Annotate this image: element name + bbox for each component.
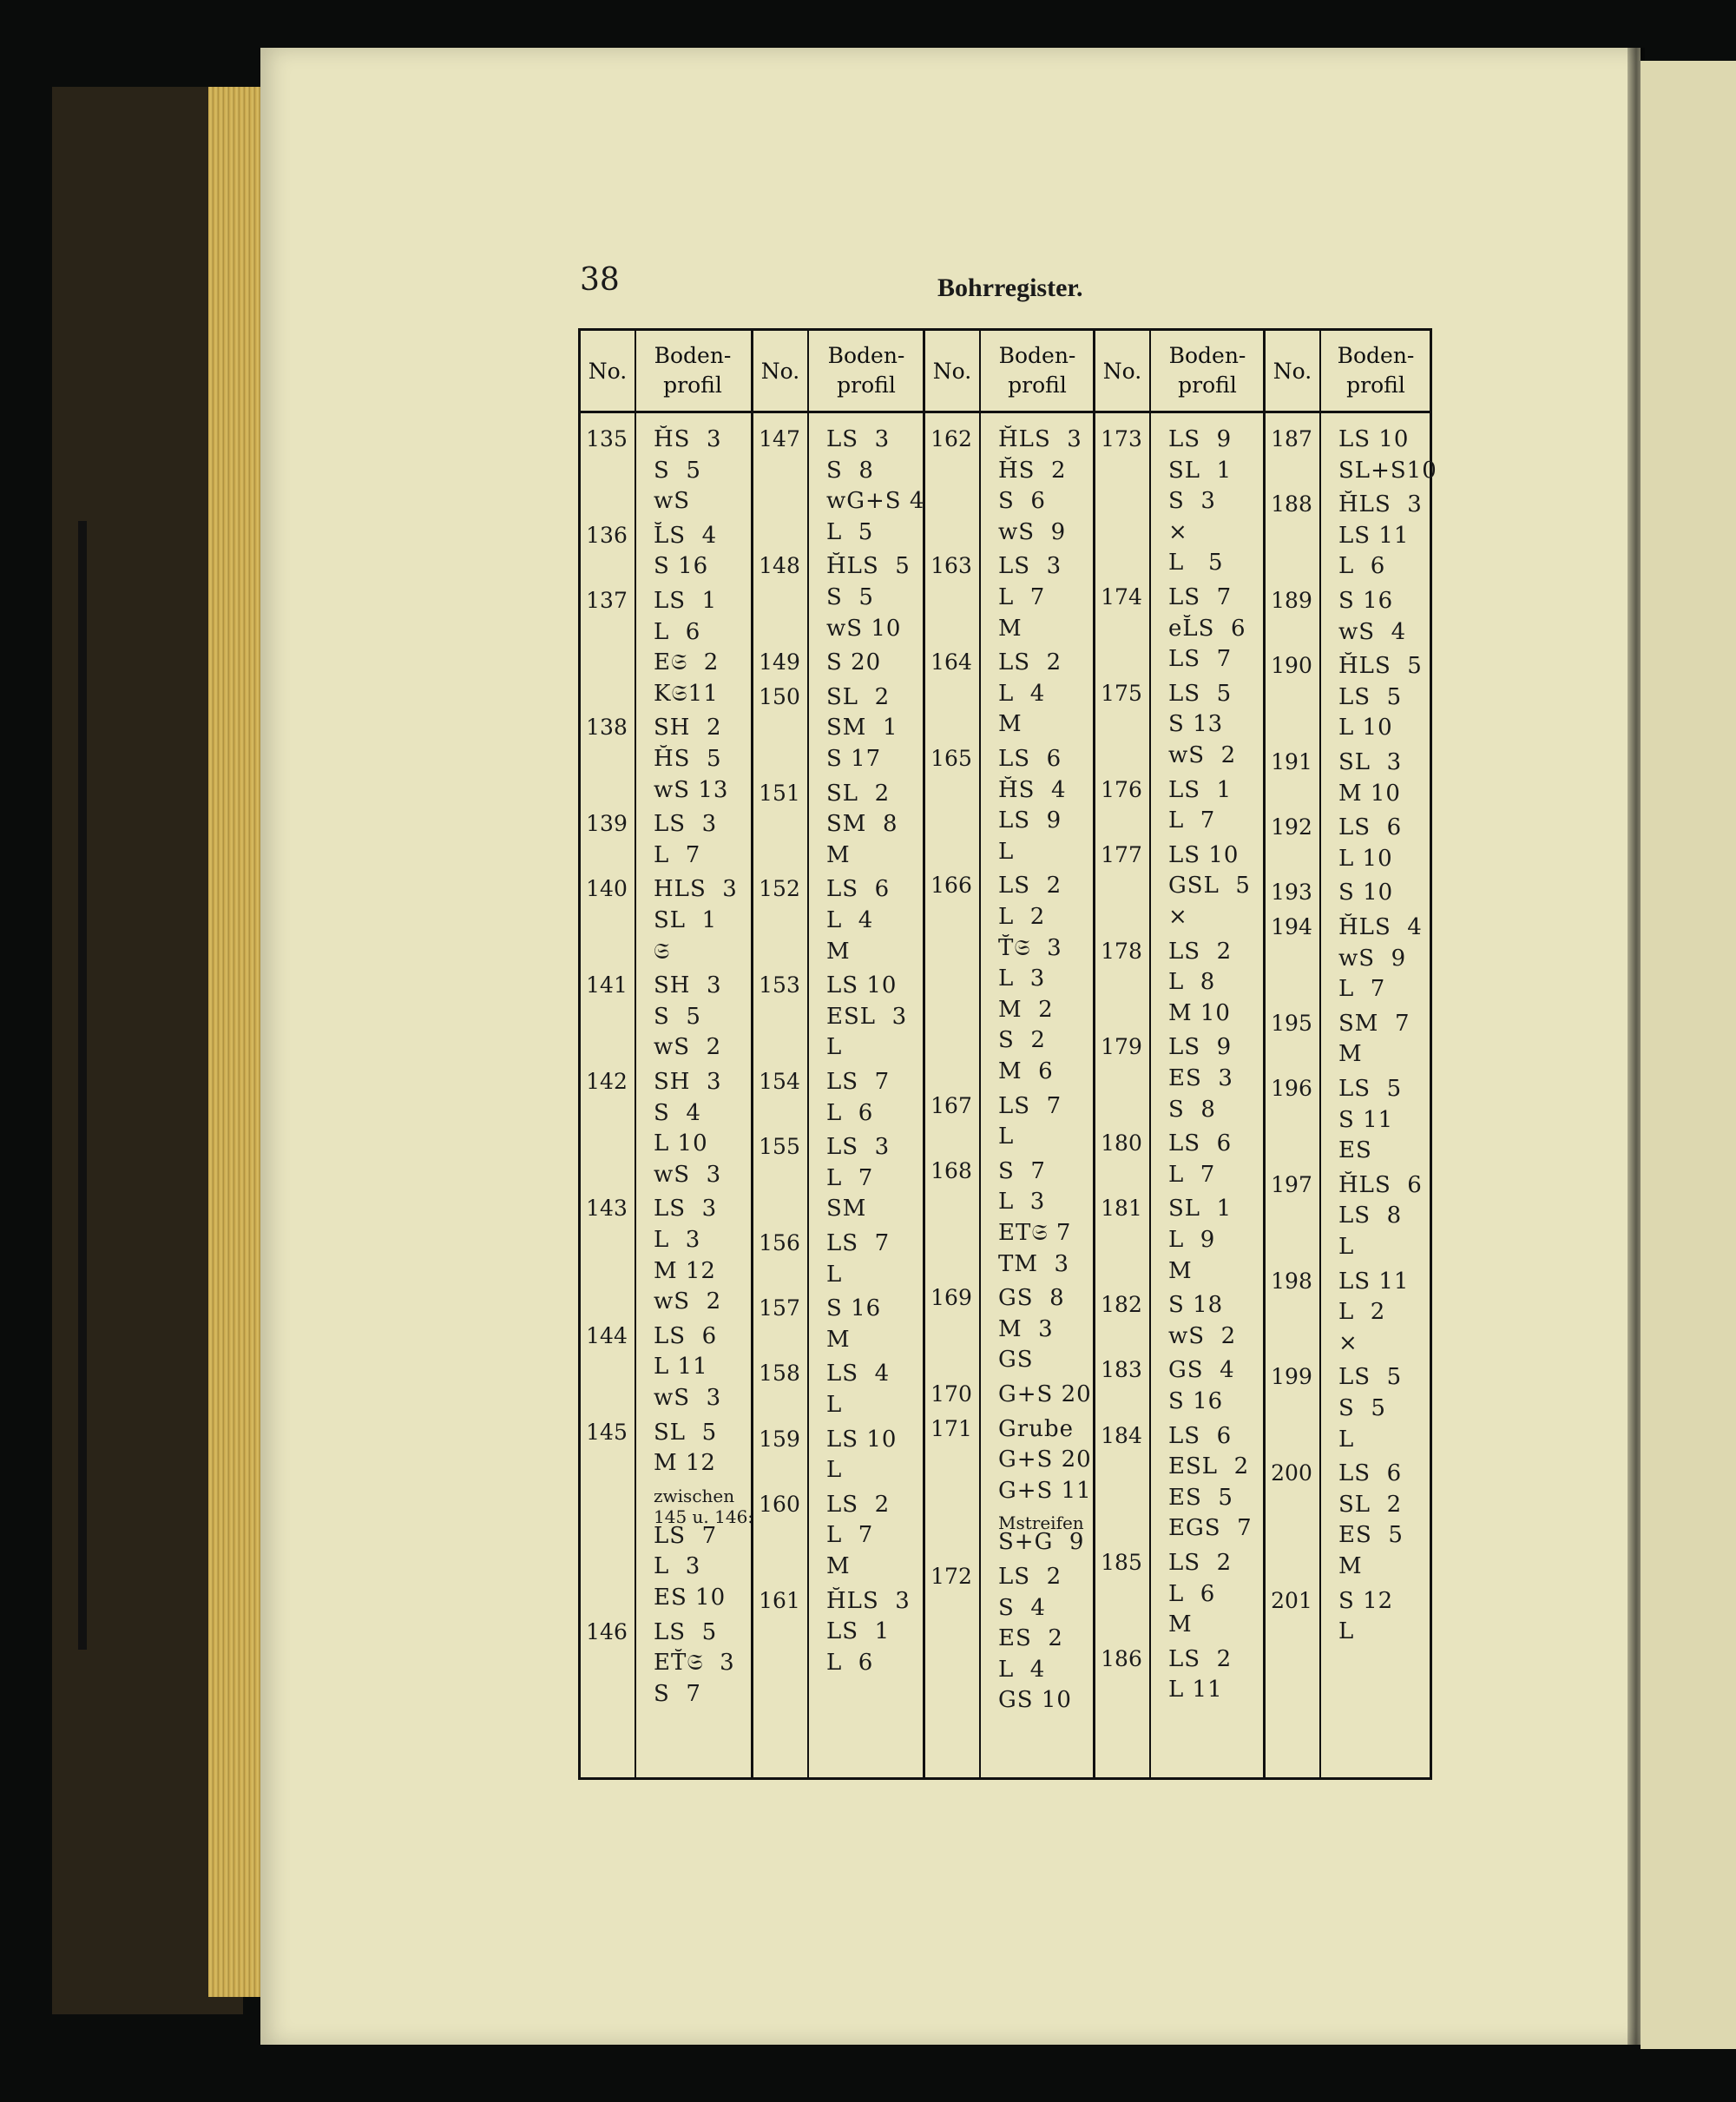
boring-number: 160 <box>759 1491 800 1517</box>
boring-number: 162 <box>930 426 972 451</box>
soil-profile-layer: ES <box>1338 1137 1372 1164</box>
boring-number: 198 <box>1271 1268 1312 1294</box>
soil-profile-layer: eL̆S 6 <box>1168 615 1246 642</box>
soil-profile-layer: wS 4 <box>1338 618 1407 645</box>
soil-profile-layer: TM 3 <box>998 1250 1070 1277</box>
soil-profile-layer: H̆LS 4 <box>1338 914 1423 940</box>
boring-number: 189 <box>1271 588 1312 613</box>
header-bodenprofil: Boden- profil <box>1168 343 1246 398</box>
soil-profile-layer: S 18 <box>1168 1292 1224 1319</box>
boring-number: 148 <box>759 553 800 579</box>
boring-number: 196 <box>1271 1076 1312 1101</box>
boring-number: 194 <box>1271 914 1312 939</box>
soil-profile-layer: L 3 <box>654 1227 701 1253</box>
soil-profile-layer: E𝔖 2 <box>654 649 720 676</box>
soil-profile-layer: H̆S 5 <box>654 746 722 772</box>
soil-profile-layer: H̆LS 6 <box>1338 1171 1423 1198</box>
boring-number: 159 <box>759 1426 800 1452</box>
soil-profile-layer: ES 3 <box>1168 1065 1233 1091</box>
boring-number: 174 <box>1101 584 1142 610</box>
boring-number: 190 <box>1271 653 1312 679</box>
boring-number: 138 <box>586 715 628 741</box>
boring-number: 170 <box>930 1381 972 1407</box>
soil-profile-layer: LS 6 <box>1168 1422 1233 1449</box>
boring-number: 180 <box>1101 1130 1142 1156</box>
boring-number: 177 <box>1101 841 1142 867</box>
boring-number: 182 <box>1101 1292 1142 1318</box>
header-no: No. <box>1266 331 1321 411</box>
soil-profile-layer: M <box>826 841 851 868</box>
boring-number: 184 <box>1101 1422 1142 1448</box>
soil-profile-layer: L 7 <box>1168 1161 1216 1188</box>
header-bodenprofil: Boden- profil <box>827 343 905 398</box>
soil-profile-layer: ET𝔖 7 <box>998 1220 1072 1246</box>
soil-profile-layer: LS 2 <box>1168 1550 1233 1576</box>
page-title: Bohrregister. <box>937 273 1083 302</box>
soil-profile-layer: L <box>826 1034 843 1061</box>
boring-number: 144 <box>586 1322 628 1348</box>
header-no: No. <box>925 331 981 411</box>
soil-profile-layer: LS 8 <box>1338 1203 1403 1229</box>
boring-number: 136 <box>586 522 628 548</box>
soil-profile-layer: S 3 <box>1168 488 1216 515</box>
boring-number: 199 <box>1271 1364 1312 1390</box>
soil-profile-layer: wS 13 <box>654 776 729 803</box>
soil-profile-layer: L 4 <box>998 680 1046 707</box>
boring-number: 169 <box>930 1285 972 1311</box>
soil-profile-layer: L 6 <box>1338 553 1386 580</box>
boring-number: 168 <box>930 1157 972 1183</box>
soil-profile-layer: S 7 <box>654 1680 701 1707</box>
soil-profile-layer: × <box>1168 904 1188 930</box>
soil-profile-layer: wS 2 <box>654 1034 722 1061</box>
soil-profile-layer: L 10 <box>1338 715 1393 741</box>
boring-number: 152 <box>759 876 800 902</box>
soil-profile-layer: M 12 <box>654 1450 716 1477</box>
soil-profile-layer: T̆𝔖 3 <box>998 934 1062 961</box>
soil-profile-layer: S 16 <box>1338 588 1394 614</box>
soil-profile-layer: L 11 <box>1168 1677 1223 1703</box>
soil-profile-layer: L 7 <box>1338 976 1386 1003</box>
soil-profile-layer: LS 7 <box>826 1069 891 1095</box>
soil-profile-layer: SL 2 <box>826 683 891 710</box>
soil-profile-layer: LS 1 <box>826 1618 891 1645</box>
boring-number: 140 <box>586 876 628 902</box>
page-number: 38 <box>580 262 620 298</box>
soil-profile-layer: S 5 <box>1338 1395 1386 1421</box>
soil-profile-layer: GSL 5 <box>1168 873 1251 899</box>
boring-number: 151 <box>759 780 800 806</box>
column-separator <box>979 411 981 1777</box>
soil-profile-layer: LS 6 <box>1168 1130 1233 1157</box>
soil-profile-layer: LS 2 <box>1168 1645 1233 1672</box>
soil-profile-layer: wS 2 <box>1168 742 1237 768</box>
table-column-block <box>1263 331 1437 1777</box>
soil-profile-layer: LS 4 <box>826 1361 891 1387</box>
soil-profile-layer: wS 3 <box>654 1161 722 1188</box>
soil-profile-layer: LS 2 <box>826 1491 891 1518</box>
soil-profile-layer: H̆LS 3 <box>998 426 1082 452</box>
soil-profile-layer: LS 7 <box>826 1230 891 1256</box>
soil-profile-layer: G+S 20 <box>998 1381 1092 1407</box>
soil-profile-layer: S 5 <box>826 584 874 610</box>
boring-number: 164 <box>930 649 972 675</box>
soil-profile-layer: M <box>826 938 851 965</box>
soil-profile-layer: S 11 <box>1338 1106 1394 1133</box>
soil-profile-layer: LS 6 <box>1338 814 1403 841</box>
column-header <box>925 331 1095 413</box>
soil-profile-layer: LS 2 <box>998 1564 1062 1590</box>
soil-profile-layer: L 4 <box>826 907 874 933</box>
boring-number: 165 <box>930 746 972 771</box>
soil-profile-layer: LS 3 <box>998 553 1062 580</box>
boring-number: 166 <box>930 873 972 899</box>
soil-profile-layer: LS 10 <box>826 1426 898 1453</box>
soil-profile-layer: zwischen <box>654 1485 735 1506</box>
soil-profile-layer: LS 2 <box>998 649 1062 676</box>
soil-profile-layer: LS 2 <box>998 873 1062 899</box>
soil-profile-layer: L 7 <box>654 841 701 868</box>
soil-profile-layer: SM 1 <box>826 715 898 741</box>
soil-profile-layer: M 10 <box>1168 999 1231 1026</box>
boring-number: 155 <box>759 1134 800 1160</box>
soil-profile-layer: SH 3 <box>654 1069 722 1095</box>
soil-profile-layer: LS 11 <box>1338 1268 1410 1295</box>
soil-profile-layer: H̆LS 5 <box>1338 653 1423 680</box>
soil-profile-layer: L 10 <box>654 1130 708 1157</box>
boring-number: 186 <box>1101 1645 1142 1671</box>
soil-profile-layer: wS 2 <box>1168 1322 1237 1349</box>
soil-profile-layer: wS 9 <box>1338 945 1407 972</box>
soil-profile-layer: LS 6 <box>998 746 1062 772</box>
soil-profile-layer: LS 9 <box>1168 426 1233 452</box>
soil-profile-layer: LS 7 <box>654 1522 718 1549</box>
column-separator <box>635 411 636 1777</box>
table-column-block <box>751 331 925 1777</box>
boring-number: 146 <box>586 1618 628 1644</box>
soil-profile-layer: M 12 <box>654 1257 716 1284</box>
soil-profile-layer: L <box>998 1123 1015 1150</box>
soil-profile-layer: K𝔖11 <box>654 680 719 707</box>
soil-profile-layer: L <box>826 1261 843 1288</box>
soil-profile-layer: LS 3 <box>826 426 891 452</box>
soil-profile-layer: LS 5 <box>654 1618 718 1645</box>
soil-profile-layer: LS 3 <box>826 1134 891 1161</box>
soil-profile-layer: L 7 <box>998 584 1046 610</box>
soil-profile-layer: L 6 <box>826 1649 874 1676</box>
soil-profile-layer: L 11 <box>654 1354 708 1380</box>
boring-number: 145 <box>586 1419 628 1445</box>
soil-profile-layer: L 7 <box>826 1522 874 1549</box>
soil-profile-layer: SL+S10 <box>1338 457 1437 484</box>
soil-profile-layer: SM 7 <box>1338 1010 1410 1037</box>
boring-number: 141 <box>586 972 628 998</box>
soil-profile-layer: S 4 <box>998 1594 1046 1621</box>
soil-profile-layer: HLS 3 <box>654 876 738 903</box>
soil-profile-layer: L <box>826 1457 843 1484</box>
soil-profile-layer: LS 3 <box>654 811 718 838</box>
soil-profile-layer: L 3 <box>998 965 1046 992</box>
soil-profile-layer: M 6 <box>998 1058 1054 1084</box>
soil-profile-layer: GS <box>998 1347 1034 1374</box>
soil-profile-layer: S 10 <box>1338 880 1394 906</box>
soil-profile-layer: LS 1 <box>1168 776 1233 803</box>
header-bodenprofil: Boden- profil <box>654 343 732 398</box>
boring-number: 142 <box>586 1069 628 1094</box>
soil-profile-layer: H̆LS 5 <box>826 553 911 580</box>
soil-profile-layer: L 3 <box>654 1553 701 1580</box>
boring-number: 163 <box>930 553 972 579</box>
soil-profile-layer: S 20 <box>826 649 882 676</box>
boring-number: 178 <box>1101 938 1142 964</box>
soil-profile-layer: ESL 2 <box>1168 1453 1250 1480</box>
boring-number: 157 <box>759 1295 800 1321</box>
boring-number: 156 <box>759 1230 800 1255</box>
soil-profile-layer: SL 1 <box>654 907 718 933</box>
soil-profile-layer: 𝔖 <box>654 938 671 965</box>
bohrregister-table <box>578 328 1437 1780</box>
boring-number: 192 <box>1271 814 1312 840</box>
soil-profile-layer: L <box>1338 1618 1355 1645</box>
header-bodenprofil: Boden- profil <box>998 343 1076 398</box>
soil-profile-layer: L 3 <box>998 1189 1046 1216</box>
table-column-block <box>923 331 1095 1777</box>
boring-number: 200 <box>1271 1460 1312 1486</box>
soil-profile-layer: ESL 3 <box>826 1003 908 1030</box>
header-no: No. <box>1095 331 1151 411</box>
boring-number: 153 <box>759 972 800 998</box>
soil-profile-layer: L 8 <box>1168 969 1216 996</box>
soil-profile-layer: S 7 <box>998 1157 1046 1184</box>
soil-profile-layer: H̆S 4 <box>998 776 1067 803</box>
soil-profile-layer: LS 5 <box>1338 1364 1403 1391</box>
soil-profile-layer: L 2 <box>1338 1299 1386 1326</box>
soil-profile-layer: ES 5 <box>1338 1522 1404 1549</box>
soil-profile-layer: SL 1 <box>1168 457 1233 484</box>
boring-number: 185 <box>1101 1550 1142 1575</box>
soil-profile-layer: L 9 <box>1168 1227 1216 1253</box>
soil-profile-layer: M <box>826 1326 851 1353</box>
boring-number: 172 <box>930 1564 972 1589</box>
boring-number: 147 <box>759 426 800 451</box>
soil-profile-layer: × <box>1338 1329 1358 1356</box>
boring-number: 143 <box>586 1196 628 1222</box>
soil-profile-layer: L 7 <box>826 1164 874 1191</box>
soil-profile-layer: S 5 <box>654 1003 701 1030</box>
soil-profile-layer: LS 2 <box>1168 938 1233 965</box>
soil-profile-layer: M 10 <box>1338 780 1401 807</box>
column-separator <box>1149 411 1151 1777</box>
soil-profile-layer: L 6 <box>1168 1580 1216 1607</box>
soil-profile-layer: M <box>826 1553 851 1579</box>
soil-profile-layer: S 13 <box>1168 711 1224 738</box>
boring-number: 135 <box>586 426 628 451</box>
soil-profile-layer: wS 2 <box>654 1288 722 1315</box>
boring-number: 137 <box>586 588 628 613</box>
soil-profile-layer: Mstreifen <box>998 1512 1084 1534</box>
soil-profile-layer: M <box>1338 1041 1363 1068</box>
soil-profile-layer: SM 8 <box>826 811 898 838</box>
boring-number: 188 <box>1271 491 1312 517</box>
soil-profile-layer: LS 10 <box>826 972 898 999</box>
soil-profile-layer: G+S 20 <box>998 1446 1092 1473</box>
soil-profile-layer: M <box>1168 1611 1193 1638</box>
boring-number: 150 <box>759 683 800 709</box>
soil-profile-layer: SH 3 <box>654 972 722 999</box>
soil-profile-layer: ES 5 <box>1168 1484 1233 1511</box>
soil-profile-layer: S 6 <box>998 488 1046 515</box>
boring-number: 171 <box>930 1415 972 1441</box>
boring-number: 161 <box>759 1587 800 1613</box>
soil-profile-layer: SL 1 <box>1168 1196 1233 1222</box>
soil-profile-layer: LS 6 <box>1338 1460 1403 1487</box>
boring-number: 175 <box>1101 680 1142 706</box>
soil-profile-layer: H̆LS 3 <box>1338 491 1423 518</box>
header-bodenprofil: Boden- profil <box>1337 343 1415 398</box>
boring-number: 181 <box>1101 1196 1142 1222</box>
soil-profile-layer: S 16 <box>1168 1388 1224 1414</box>
soil-profile-layer: LS 6 <box>826 876 891 903</box>
soil-profile-layer: G+S 11 <box>998 1477 1092 1504</box>
boring-number: 154 <box>759 1069 800 1094</box>
boring-number: 195 <box>1271 1010 1312 1036</box>
soil-profile-layer: wS <box>654 488 691 515</box>
soil-profile-layer: S 2 <box>998 1027 1046 1054</box>
soil-profile-layer: M <box>998 615 1023 642</box>
boring-number: 167 <box>930 1092 972 1118</box>
table-column-block <box>1093 331 1266 1777</box>
soil-profile-layer: S 8 <box>1168 1096 1216 1123</box>
boring-number: 201 <box>1271 1587 1312 1613</box>
soil-profile-layer: L 6 <box>654 618 701 645</box>
soil-profile-layer: LS 5 <box>1338 1076 1403 1102</box>
soil-profile-layer: S 16 <box>826 1295 882 1322</box>
soil-profile-layer: L 7 <box>1168 807 1216 834</box>
soil-profile-layer: LS 10 <box>1338 426 1410 452</box>
boring-number: 183 <box>1101 1357 1142 1383</box>
soil-profile-layer: H̆S 2 <box>998 457 1067 484</box>
soil-profile-layer: S 16 <box>654 553 709 580</box>
soil-profile-layer: GS 8 <box>998 1285 1065 1312</box>
soil-profile-layer: L 5 <box>1168 550 1224 577</box>
soil-profile-layer: M 2 <box>998 996 1054 1023</box>
soil-profile-layer: L <box>826 1392 843 1418</box>
soil-profile-layer: LS 11 <box>1338 522 1410 549</box>
soil-profile-layer: wS 9 <box>998 518 1067 545</box>
boring-number: 149 <box>759 649 800 675</box>
soil-profile-layer: H̆S 3 <box>654 426 722 452</box>
book-spine <box>78 521 87 1650</box>
soil-profile-layer: wS 10 <box>826 615 902 642</box>
boring-number: 173 <box>1101 426 1142 451</box>
soil-profile-layer: SL 2 <box>826 780 891 807</box>
column-header <box>581 331 751 413</box>
soil-profile-layer: M <box>1338 1553 1363 1579</box>
soil-profile-layer: S 8 <box>826 457 874 484</box>
boring-number: 139 <box>586 811 628 837</box>
soil-profile-layer: M 3 <box>998 1315 1054 1342</box>
soil-profile-layer: LS 7 <box>1168 646 1233 673</box>
soil-profile-layer: SM <box>826 1196 867 1222</box>
soil-profile-layer: wG+S 4 <box>826 488 925 515</box>
boring-number: 197 <box>1271 1171 1312 1197</box>
soil-profile-layer: EGS 7 <box>1168 1515 1253 1542</box>
soil-profile-layer: LS 5 <box>1338 683 1403 710</box>
soil-profile-layer: L <box>998 838 1015 865</box>
soil-profile-layer: M <box>998 711 1023 738</box>
soil-profile-layer: S 5 <box>654 457 701 484</box>
soil-profile-layer: L 4 <box>998 1656 1046 1683</box>
soil-profile-layer: LS 7 <box>1168 584 1233 610</box>
column-header <box>1095 331 1266 413</box>
column-separator <box>1319 411 1321 1777</box>
soil-profile-layer: S 17 <box>826 746 882 772</box>
soil-profile-layer: ET̆𝔖 3 <box>654 1650 735 1677</box>
soil-profile-layer: LS 3 <box>654 1196 718 1222</box>
soil-profile-layer: LS 9 <box>1168 1034 1233 1061</box>
soil-profile-layer: L̆S 4 <box>654 522 718 549</box>
soil-profile-layer: SH 2 <box>654 715 722 741</box>
soil-profile-layer: M <box>1168 1257 1193 1284</box>
soil-profile-layer: LS 1 <box>654 588 718 614</box>
soil-profile-layer: L <box>1338 1426 1355 1453</box>
soil-profile-layer: L 2 <box>998 904 1046 930</box>
boring-number: 176 <box>1101 776 1142 802</box>
soil-profile-layer: ES 10 <box>654 1585 727 1611</box>
boring-number: 158 <box>759 1361 800 1387</box>
soil-profile-layer: SL 3 <box>1338 749 1403 775</box>
soil-profile-layer: S 4 <box>654 1099 701 1126</box>
soil-profile-layer: LS 10 <box>1168 841 1240 868</box>
soil-profile-layer: S+G 9 <box>998 1529 1085 1556</box>
boring-number: 179 <box>1101 1034 1142 1060</box>
soil-profile-layer: LS 7 <box>998 1092 1062 1119</box>
soil-profile-layer: SL 5 <box>654 1419 718 1446</box>
soil-profile-layer: × <box>1168 518 1188 545</box>
soil-profile-layer: SL 2 <box>1338 1491 1403 1518</box>
soil-profile-layer: L 6 <box>826 1099 874 1126</box>
soil-profile-layer: wS 3 <box>654 1385 722 1411</box>
soil-profile-layer: S 12 <box>1338 1587 1394 1614</box>
column-header <box>1266 331 1432 413</box>
facing-page <box>1641 61 1736 2049</box>
header-no: No. <box>753 331 809 411</box>
boring-number: 193 <box>1271 880 1312 906</box>
soil-profile-layer: LS 6 <box>654 1322 718 1349</box>
soil-profile-layer: ES 2 <box>998 1625 1063 1652</box>
soil-profile-layer: Grube <box>998 1415 1074 1442</box>
soil-profile-layer: L 10 <box>1338 845 1393 872</box>
soil-profile-layer: LS 5 <box>1168 680 1233 707</box>
boring-number: 187 <box>1271 426 1312 451</box>
header-no: No. <box>581 331 636 411</box>
soil-profile-layer: LS 9 <box>998 807 1062 834</box>
soil-profile-layer: GS 10 <box>998 1687 1072 1714</box>
column-separator <box>807 411 809 1777</box>
soil-profile-layer: H̆LS 3 <box>826 1587 911 1614</box>
soil-profile-layer: 145 u. 146: <box>654 1506 754 1527</box>
soil-profile-layer: GS 4 <box>1168 1357 1235 1384</box>
boring-number: 191 <box>1271 749 1312 774</box>
column-header <box>753 331 925 413</box>
soil-profile-layer: L <box>1338 1234 1355 1260</box>
table-column-block <box>581 331 754 1777</box>
soil-profile-layer: L 5 <box>826 518 874 545</box>
